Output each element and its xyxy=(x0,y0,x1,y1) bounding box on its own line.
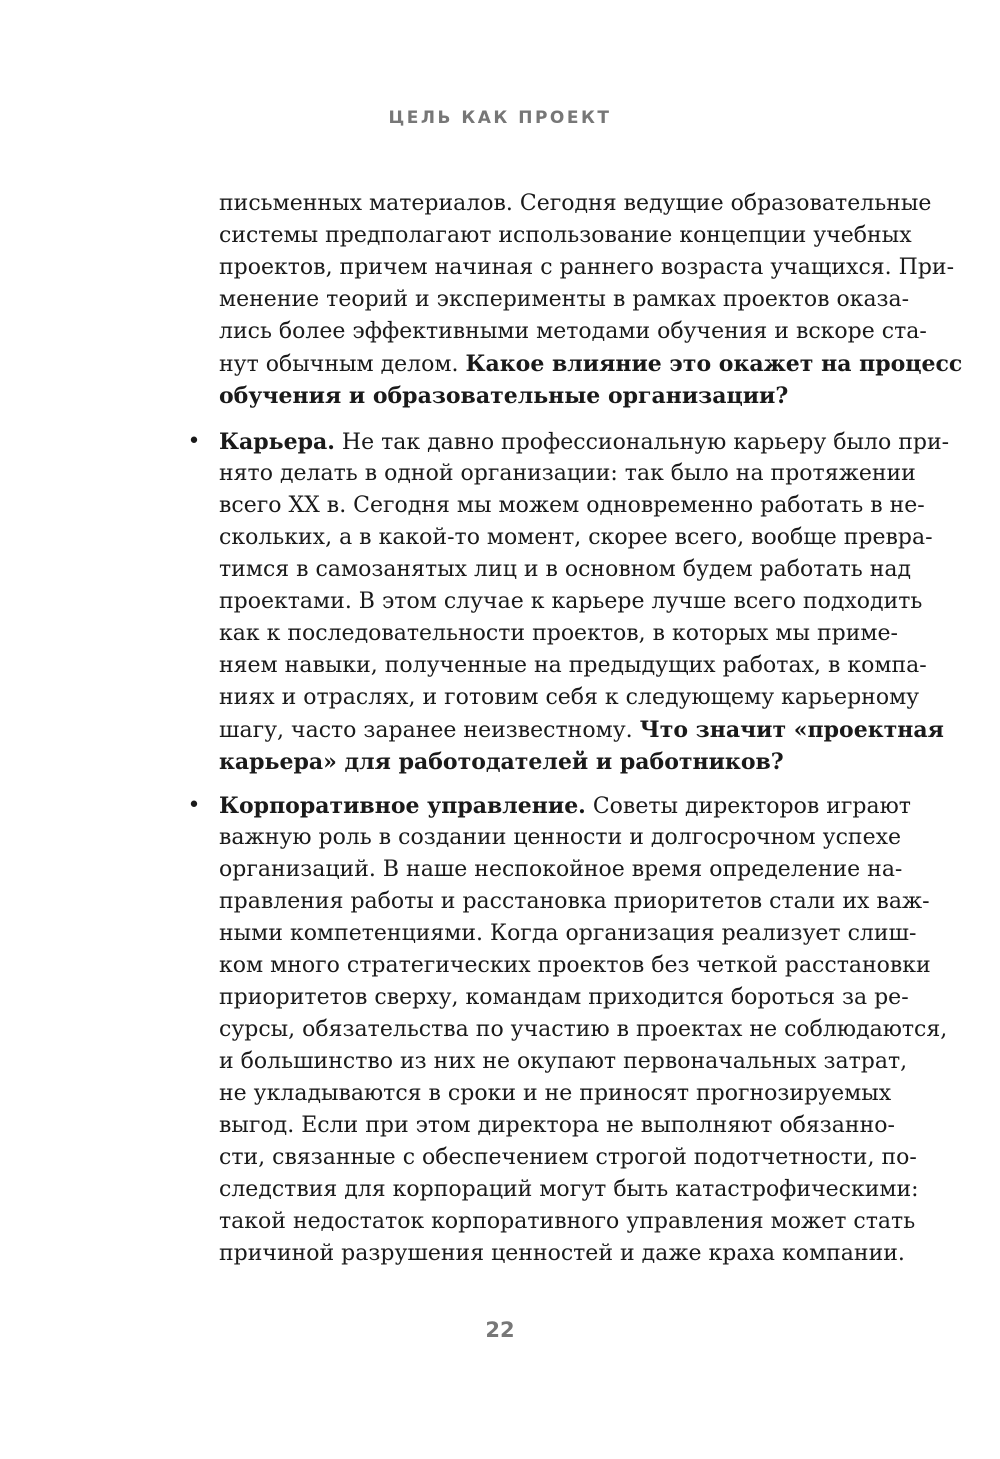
governance-line: не укладываются в сроки и не приносят прогнозируемых xyxy=(219,1081,892,1106)
running-head: ЦЕЛЬ КАК ПРОЕКТ xyxy=(388,108,612,128)
career-term: Карьера. xyxy=(219,429,335,455)
governance-term: Корпоративное управление. xyxy=(219,793,586,819)
intro-line: лись более эффективными методами обучения и вскоре ста- xyxy=(219,319,927,344)
bullet-career: • xyxy=(187,429,201,454)
governance-text: Советы директоров играют xyxy=(585,794,911,819)
governance-line: и большинство из них не окупают первоначальных затрат, xyxy=(219,1049,908,1074)
governance-line: выгод. Если при этом директора не выполняют обязанно- xyxy=(219,1113,895,1138)
career-line: скольких, а в какой-то момент, скорее всего, вообще превра- xyxy=(219,525,933,550)
page-body xyxy=(0,188,1000,1268)
governance-line: ком много стратегических проектов без четкой расстановки xyxy=(219,953,931,978)
intro-line: системы предполагают использование концепции учебных xyxy=(219,223,912,248)
career-line xyxy=(219,426,950,458)
career-line: всего XX в. Сегодня мы можем одновременно работать в не- xyxy=(219,493,925,518)
intro-question: Какое влияние это окажет на процесс xyxy=(465,351,963,377)
governance-line: важную роль в создании ценности и долгосрочном успехе xyxy=(219,825,902,850)
career-line: ниях и отраслях, и готовим себя к следующему карьерному xyxy=(219,685,920,710)
intro-line: письменных материалов. Сегодня ведущие образовательные xyxy=(219,191,932,216)
governance-line: организаций. В наше неспокойное время определение на- xyxy=(219,857,903,882)
intro-line: менение теорий и эксперименты в рамках проектов оказа- xyxy=(219,287,910,312)
career-line xyxy=(219,714,944,746)
governance-line: правления работы и расстановка приоритетов стали их важ- xyxy=(219,889,930,914)
bullet-governance: • xyxy=(187,793,201,818)
career-line: няем навыки, полученные на предыдущих работах, в компа- xyxy=(219,653,927,678)
career-text: Не так давно профессиональную карьеру было при- xyxy=(334,430,950,455)
career-line: проектами. В этом случае к карьере лучше всего подходить xyxy=(219,589,923,614)
governance-line xyxy=(219,790,911,822)
career-line: как к последовательности проектов, в которых мы приме- xyxy=(219,621,898,646)
intro-question-end: обучения и образовательные организации? xyxy=(219,383,789,409)
career-line: нято делать в одной организации: так было на протяжении xyxy=(219,461,916,486)
governance-line: сти, связанные с обеспечением строгой подотчетности, по- xyxy=(219,1145,917,1170)
governance-line: сурсы, обязательства по участию в проектах не соблюдаются, xyxy=(219,1017,948,1042)
governance-line: приоритетов сверху, командам приходится бороться за ре- xyxy=(219,985,909,1010)
career-text: шагу, часто заранее неизвестному. xyxy=(219,718,640,743)
intro-line xyxy=(219,348,963,380)
intro-text: нут обычным делом. xyxy=(219,352,466,377)
governance-line: причиной разрушения ценностей и даже краха компании. xyxy=(219,1241,905,1266)
career-line: тимся в самозанятых лиц и в основном будем работать над xyxy=(219,557,912,582)
governance-line: такой недостаток корпоративного управления может стать xyxy=(219,1209,916,1234)
page-number: 22 xyxy=(485,1318,515,1342)
governance-line: следствия для корпораций могут быть катастрофическими: xyxy=(219,1177,919,1202)
governance-line: ными компетенциями. Когда организация реализует слиш- xyxy=(219,921,917,946)
intro-line: проектов, причем начиная с раннего возраста учащихся. При- xyxy=(219,255,955,280)
career-question-end: карьера» для работодателей и работников? xyxy=(219,749,784,775)
career-question: Что значит «проектная xyxy=(639,717,944,743)
